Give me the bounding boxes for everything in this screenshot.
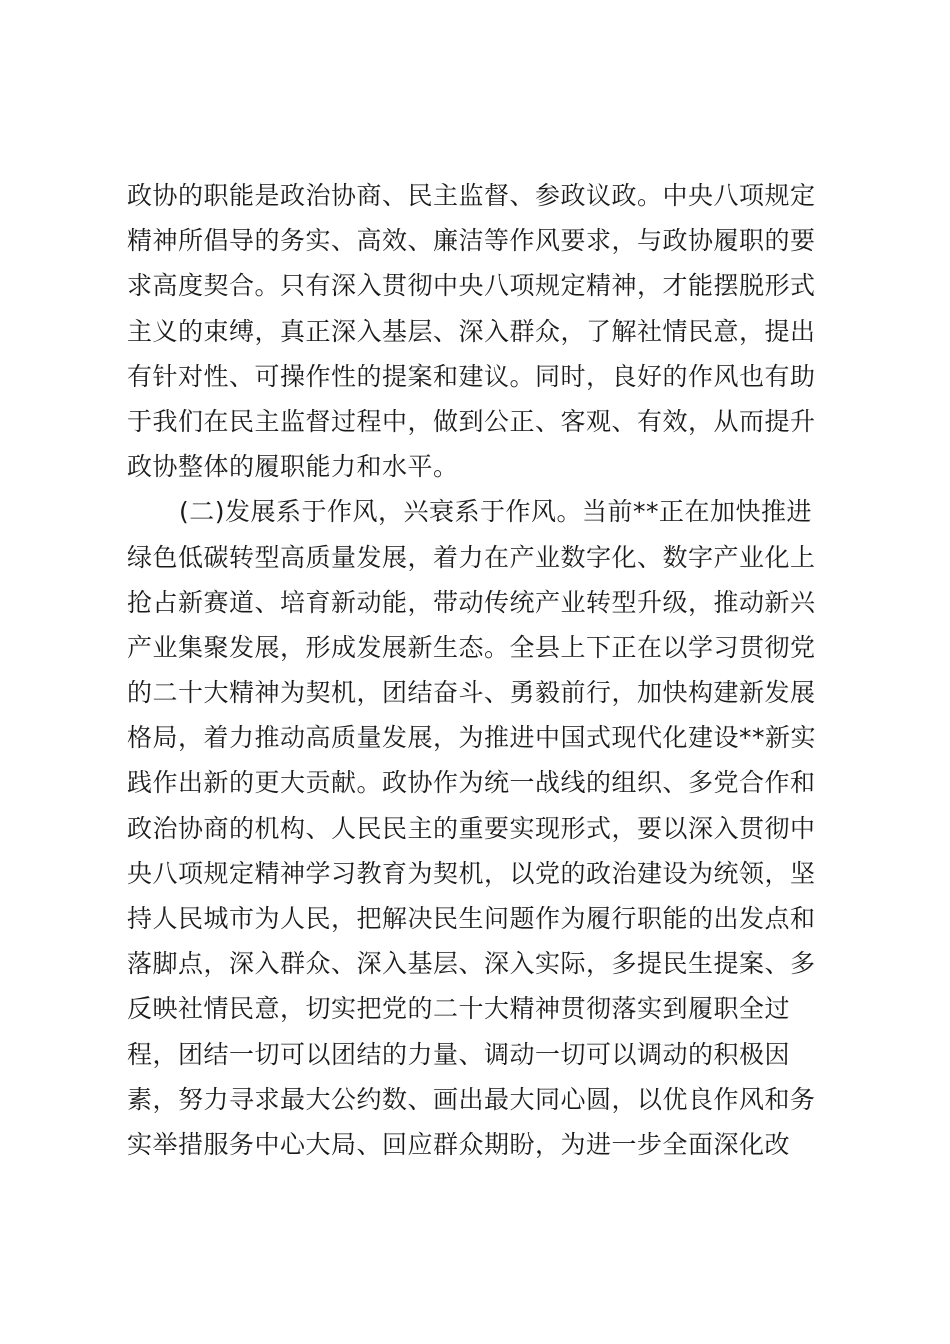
text-line: 求高度契合。只有深入贯彻中央八项规定精神，才能摆脱形式 xyxy=(127,271,816,301)
text-line: 于我们在民主监督过程中，做到公正、客观、有效，从而提升 xyxy=(127,406,816,436)
text-line: 抢占新赛道、培育新动能，带动传统产业转型升级，推动新兴 xyxy=(127,587,816,617)
text-line: 精神所倡导的务实、高效、廉洁等作风要求，与政协履职的要 xyxy=(127,226,816,256)
text-line: 反映社情民意，切实把党的二十大精神贯彻落实到履职全过 xyxy=(127,994,791,1024)
paragraph-1 xyxy=(127,173,827,489)
text-line: 践作出新的更大贡献。政协作为统一战线的组织、多党合作和 xyxy=(127,768,816,798)
text-line: (二)发展系于作风，兴衰系于作风。当前**正在加快推进 xyxy=(179,497,813,527)
paragraph-2 xyxy=(127,489,827,1167)
text-line: 绿色低碳转型高质量发展，着力在产业数字化、数字产业化上 xyxy=(127,542,816,572)
text-line: 的二十大精神为契机，团结奋斗、勇毅前行，加快构建新发展 xyxy=(127,678,816,708)
text-line: 政协的职能是政治协商、民主监督、参政议政。中央八项规定 xyxy=(127,181,816,210)
text-line: 主义的束缚，真正深入基层、深入群众，了解社情民意，提出 xyxy=(127,316,816,346)
text-line: 格局，着力推动高质量发展，为推进中国式现代化建设**新实 xyxy=(127,723,817,753)
text-line: 素，努力寻求最大公约数、画出最大同心圆，以优良作风和务 xyxy=(127,1084,816,1114)
text-line: 落脚点，深入群众、深入基层、深入实际，多提民生提案、多 xyxy=(127,949,816,979)
text-line: 产业集聚发展，形成发展新生态。全县上下正在以学习贯彻党 xyxy=(127,632,816,662)
text-line: 有针对性、可操作性的提案和建议。同时，良好的作风也有助 xyxy=(127,361,816,391)
text-line: 政治协商的机构、人民民主的重要实现形式，要以深入贯彻中 xyxy=(127,813,816,843)
text-line: 持人民城市为人民，把解决民生问题作为履行职能的出发点和 xyxy=(127,904,816,933)
text-line: 央八项规定精神学习教育为契机，以党的政治建设为统领，坚 xyxy=(127,858,816,888)
text-line: 程，团结一切可以团结的力量、调动一切可以调动的积极因 xyxy=(127,1039,791,1069)
text-line: 实举措服务中心大局、回应群众期盼，为进一步全面深化改 xyxy=(127,1129,791,1159)
document-body xyxy=(127,173,827,1167)
text-line: 政协整体的履职能力和水平。 xyxy=(127,452,459,482)
